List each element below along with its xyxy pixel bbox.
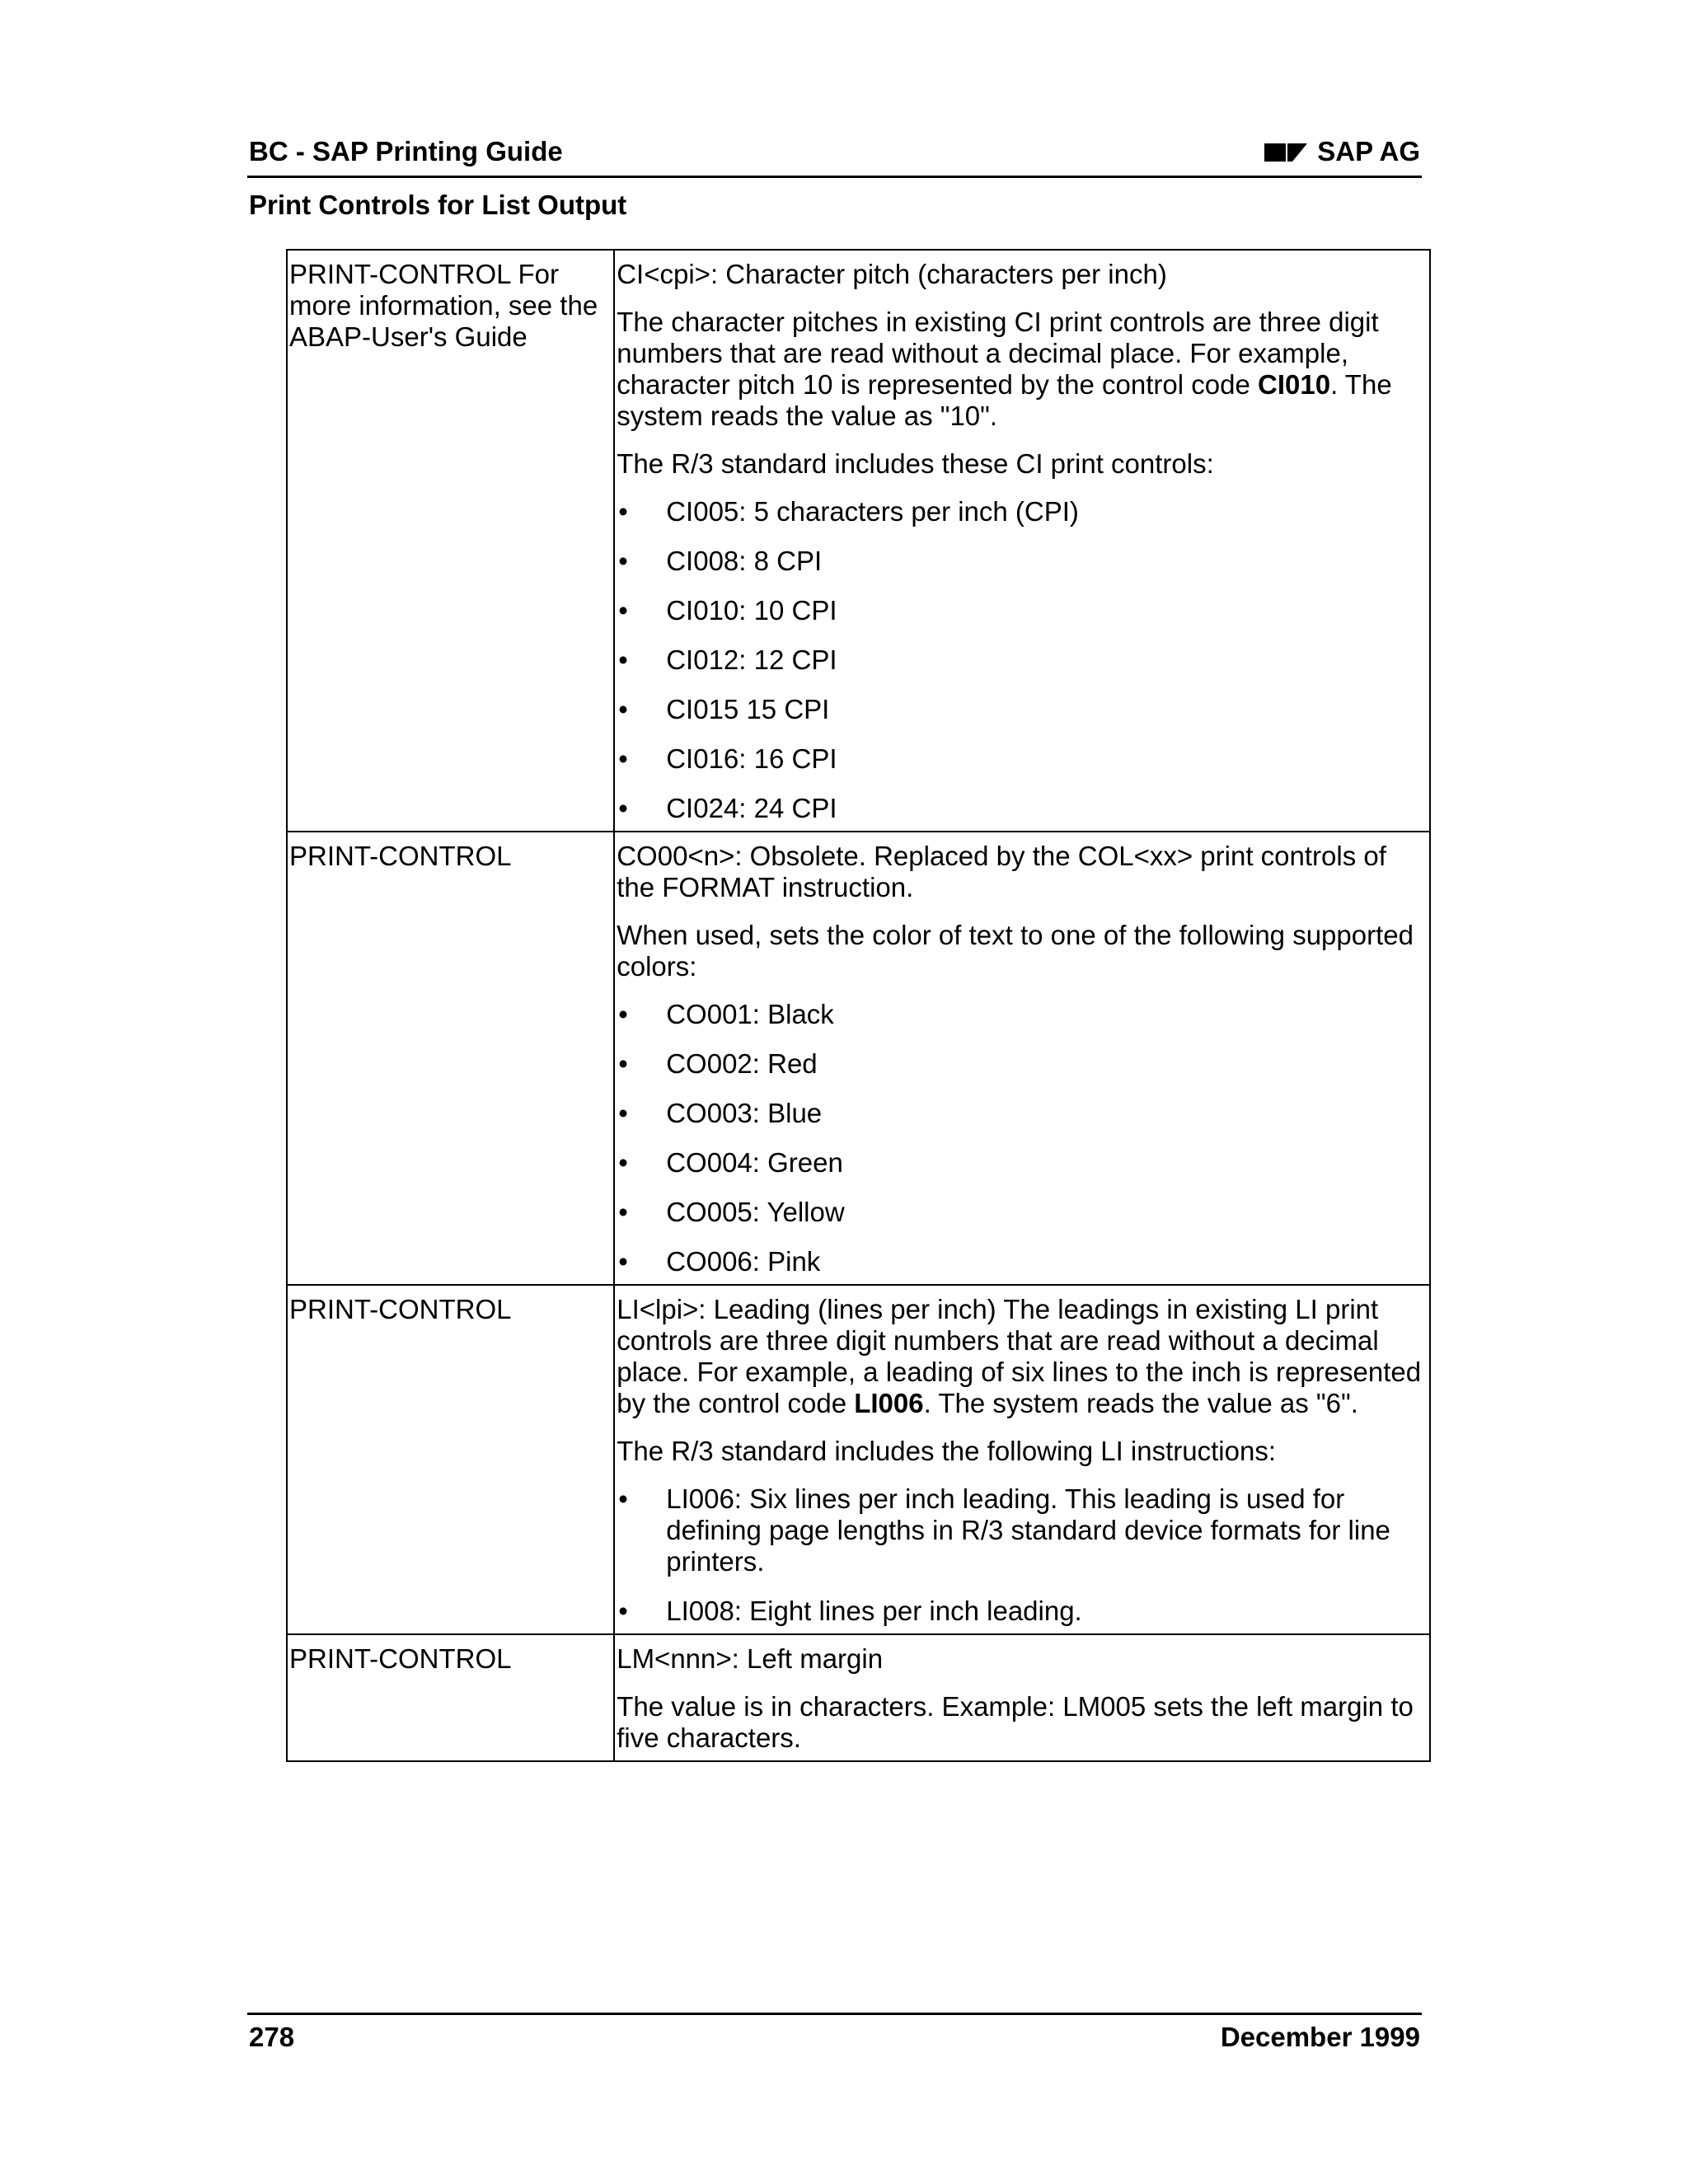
table-row: [287, 1285, 1430, 1634]
list-item: • CO003: Blue: [617, 1098, 1428, 1129]
page-date: December 1999: [1220, 2022, 1420, 2052]
control-intro: The value is in characters. Example: LM005 sets the left margin to five characters.: [617, 1691, 1414, 1753]
list-item: • CO006: Pink: [617, 1246, 1428, 1277]
sap-logo-icon: [1264, 140, 1307, 163]
list-item: • CI015 15 CPI: [617, 694, 1428, 725]
row-label: PRINT-CONTROL For more information, see the ABAP-User's Guide: [287, 250, 614, 832]
list-item: • CI016: 16 CPI: [617, 743, 1428, 775]
list-item: • CO005: Yellow: [617, 1197, 1428, 1228]
control-intro: The R/3 standard includes these CI print controls:: [617, 448, 1214, 479]
list-item: • CI012: 12 CPI: [617, 644, 1428, 676]
table-row: [287, 250, 1430, 832]
list-item: • CI010: 10 CPI: [617, 595, 1428, 626]
document-title: BC - SAP Printing Guide: [249, 136, 563, 166]
control-list: [617, 496, 1428, 824]
row-description: [614, 832, 1430, 1285]
row-description: [614, 1634, 1430, 1761]
row-description: [614, 250, 1430, 832]
list-item: • CO002: Red: [617, 1048, 1428, 1080]
list-item: • CI005: 5 characters per inch (CPI): [617, 496, 1428, 527]
brand: [1264, 136, 1420, 167]
page-footer: [247, 2013, 1422, 2052]
list-item: • LI008: Eight lines per inch leading.: [617, 1596, 1428, 1627]
control-code: LI006: [854, 1388, 924, 1418]
row-description: [614, 1285, 1430, 1634]
control-list: [617, 999, 1428, 1277]
page-number: 278: [249, 2022, 295, 2052]
list-item: • CO004: Green: [617, 1147, 1428, 1179]
control-code: CI010: [1258, 369, 1331, 400]
list-item: • LI006: Six lines per inch leading. This leading is used for defining page lengths in R/3 standard device formats for line printers.: [617, 1483, 1428, 1577]
list-item: • CI008: 8 CPI: [617, 546, 1428, 577]
brand-name: SAP AG: [1317, 136, 1420, 166]
control-list: [617, 1483, 1428, 1627]
print-controls-table: [286, 249, 1431, 1762]
control-heading: LM<nnn>: Left margin: [617, 1643, 884, 1674]
page-header: [247, 134, 1422, 178]
control-heading: CI<cpi>: Character pitch (characters per inch): [617, 259, 1167, 289]
list-item: • CO001: Black: [617, 999, 1428, 1030]
table-row: [287, 832, 1430, 1285]
row-label: PRINT-CONTROL: [287, 1285, 614, 1634]
list-item: • CI024: 24 CPI: [617, 793, 1428, 824]
control-heading: CO00<n>: Obsolete. Replaced by the COL<xx> print controls of the FORMAT instruction.: [617, 841, 1386, 902]
row-label: PRINT-CONTROL: [287, 1634, 614, 1761]
row-label: PRINT-CONTROL: [287, 832, 614, 1285]
control-intro: When used, sets the color of text to one of the following supported colors:: [617, 920, 1414, 982]
control-description: The character pitches in existing CI print controls are three digit numbers that are read without a decimal place. For example, character pitch 10 is represented by the control code CI010. The system reads the value as "10".: [617, 307, 1392, 431]
control-description: LI<lpi>: Leading (lines per inch) The leadings in existing LI print controls are three digit numbers that are read without a decimal place. For example, a leading of six lines to the inch is represented by the control code LI006. The system reads the value as "6".: [617, 1294, 1422, 1418]
table-row: [287, 1634, 1430, 1761]
section-title: Print Controls for List Output: [249, 190, 627, 220]
control-intro: The R/3 standard includes the following LI instructions:: [617, 1436, 1276, 1466]
